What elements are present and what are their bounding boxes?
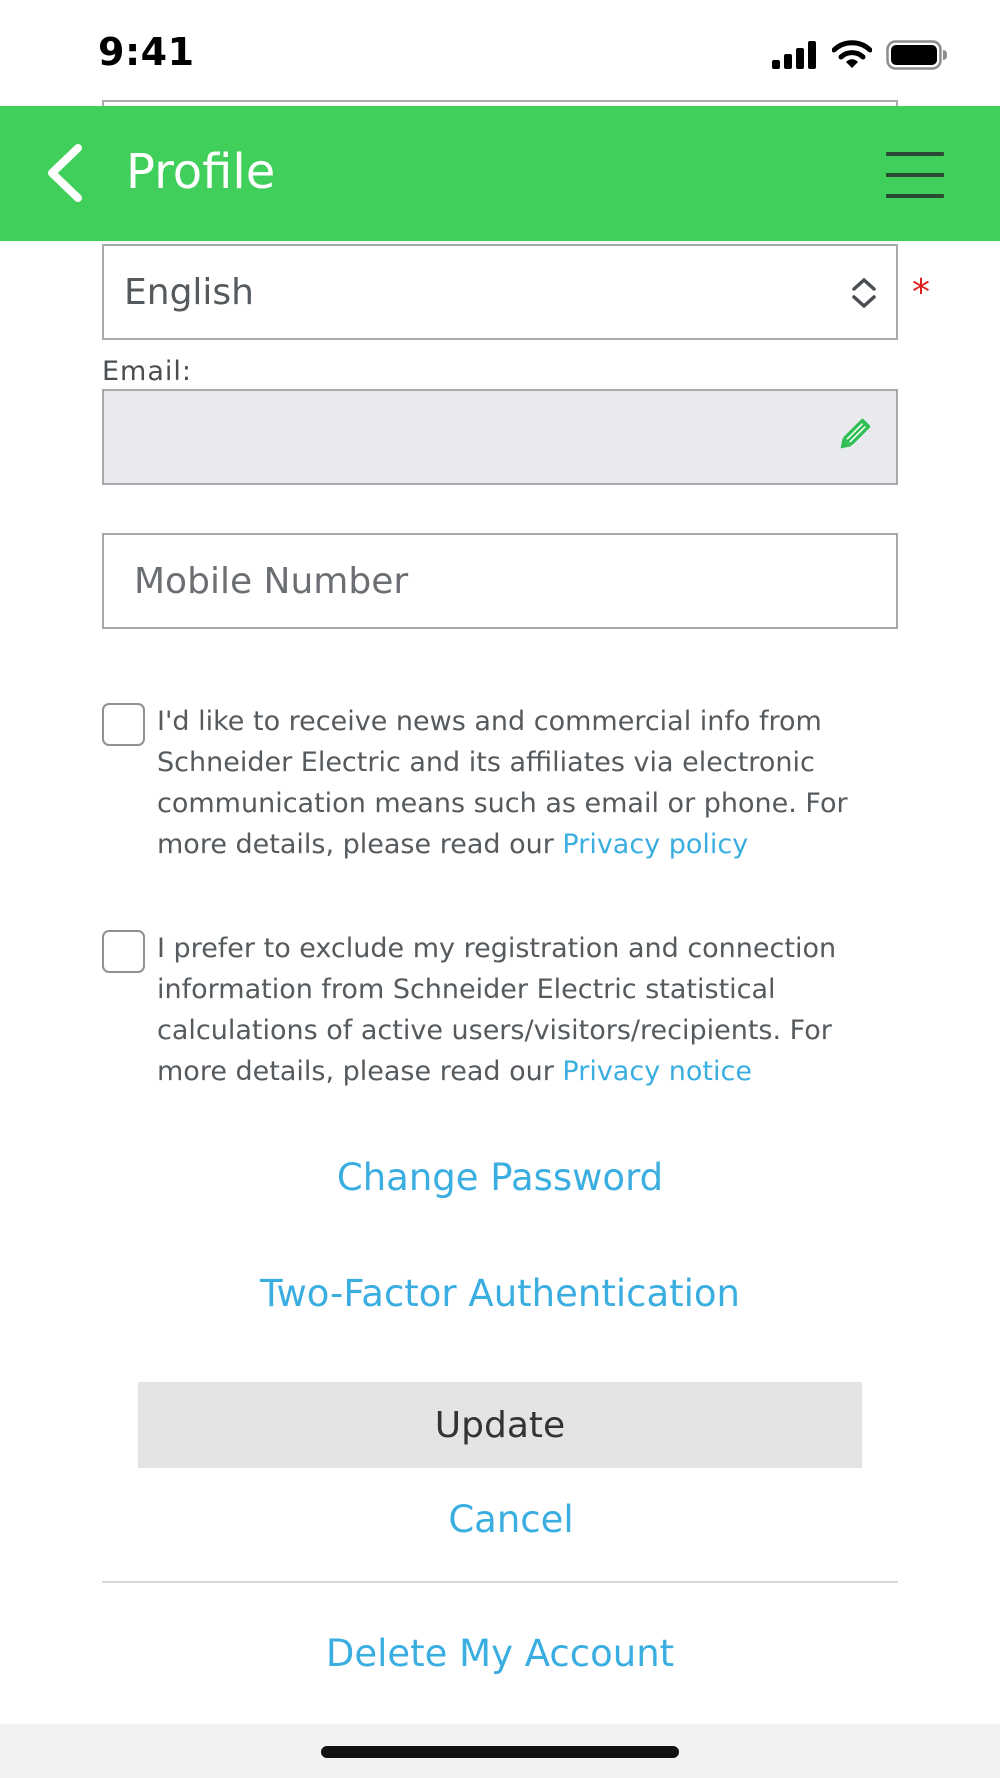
change-password-link[interactable]: Change Password bbox=[336, 1156, 664, 1199]
privacy-policy-link[interactable]: Privacy policy bbox=[562, 829, 749, 860]
email-field bbox=[102, 389, 898, 485]
cancel-link[interactable]: Cancel bbox=[448, 1498, 574, 1541]
page-title: Profile bbox=[126, 144, 276, 200]
back-button[interactable] bbox=[40, 140, 90, 206]
required-mark: * bbox=[912, 272, 930, 313]
wifi-icon bbox=[832, 40, 872, 70]
language-value: English bbox=[124, 272, 254, 313]
hamburger-menu-button[interactable] bbox=[886, 152, 944, 198]
pencil-icon[interactable] bbox=[834, 415, 874, 455]
hamburger-menu-icon bbox=[886, 152, 944, 156]
hamburger-menu-icon-line bbox=[886, 173, 944, 177]
statistics-consent-checkbox[interactable] bbox=[102, 930, 145, 973]
divider bbox=[102, 1581, 898, 1583]
battery-icon bbox=[886, 40, 948, 70]
statistics-consent-body: I prefer to exclude my registration and connection information from Schneider Electric statistical calculations of active users/visitors/recipients. For more details, please read our bbox=[157, 933, 837, 1087]
update-button[interactable]: Update bbox=[138, 1382, 862, 1468]
app-header bbox=[0, 106, 1000, 241]
cellular-signal-icon bbox=[772, 41, 818, 69]
select-arrows-icon bbox=[850, 276, 878, 310]
chevron-left-icon bbox=[40, 140, 90, 206]
privacy-notice-link[interactable]: Privacy notice bbox=[562, 1056, 752, 1087]
status-time: 9:41 bbox=[98, 30, 195, 74]
statistics-consent-text bbox=[157, 928, 907, 1092]
mobile-number-field[interactable] bbox=[102, 533, 898, 629]
status-bar bbox=[0, 0, 1000, 106]
mobile-number-input[interactable] bbox=[104, 535, 896, 627]
marketing-consent-checkbox[interactable] bbox=[102, 703, 145, 746]
language-select[interactable] bbox=[102, 244, 898, 340]
marketing-consent-body: I'd like to receive news and commercial info from Schneider Electric and its affiliates via electronic communication means such as email or phone. For more details, please read our bbox=[157, 706, 848, 860]
email-label: Email: bbox=[102, 356, 193, 387]
hamburger-menu-icon-line bbox=[886, 194, 944, 198]
two-factor-authentication-link[interactable]: Two-Factor Authentication bbox=[259, 1272, 741, 1315]
home-indicator-area bbox=[0, 1724, 1000, 1778]
home-indicator[interactable] bbox=[321, 1746, 679, 1758]
marketing-consent-text bbox=[157, 701, 907, 865]
delete-account-link[interactable]: Delete My Account bbox=[325, 1632, 675, 1675]
status-icons bbox=[772, 38, 948, 72]
